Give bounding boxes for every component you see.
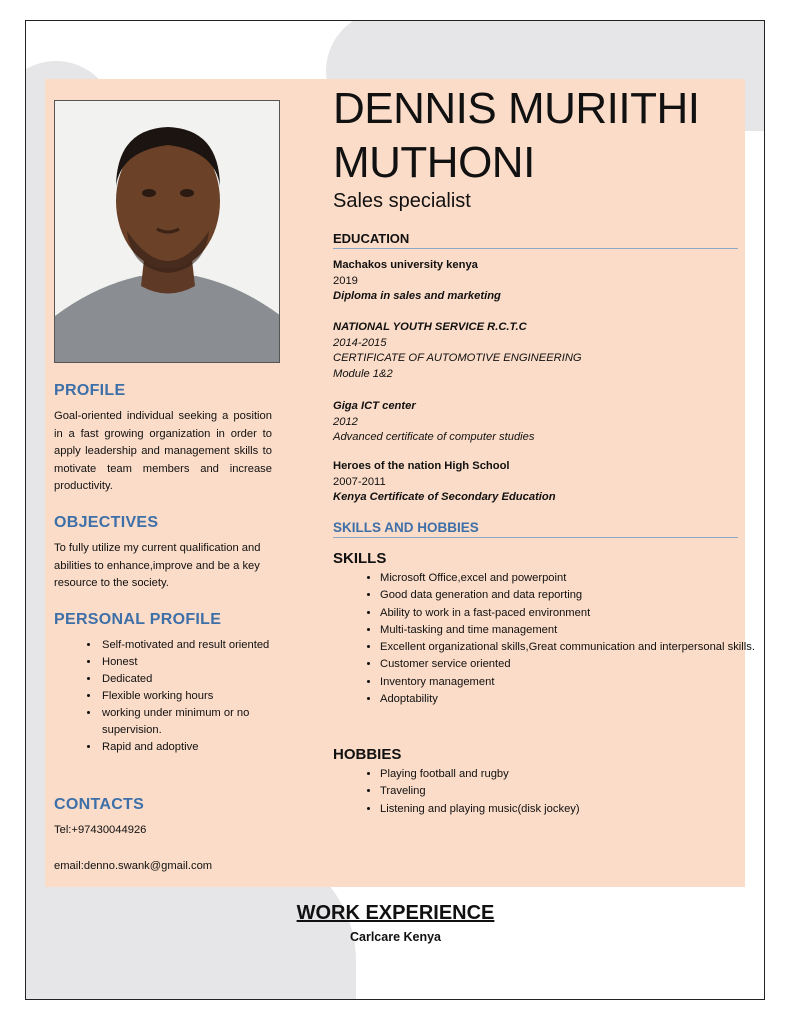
list-item: • Traveling bbox=[380, 783, 780, 800]
name-line-1: DENNIS MURIITHI bbox=[333, 84, 700, 133]
school-years: 2014-2015 bbox=[333, 336, 387, 349]
list-item: • Adoptability bbox=[380, 691, 780, 708]
objectives-heading: OBJECTIVES bbox=[54, 514, 159, 531]
education-entry bbox=[333, 320, 733, 382]
objectives-text: To fully utilize my current qualification and abilities to enhance,improve and be a key resource to the society. bbox=[54, 542, 261, 589]
contact-email[interactable]: email:denno.swank@gmail.com bbox=[54, 859, 213, 872]
school-name: NATIONAL YOUTH SERVICE R.C.T.C bbox=[333, 321, 527, 333]
skills-heading: SKILLS bbox=[333, 550, 387, 567]
list-item: • Rapid and adoptive bbox=[100, 739, 272, 756]
personal-profile-list bbox=[54, 637, 272, 756]
profile-heading: PROFILE bbox=[54, 382, 126, 399]
list-item: • Honest bbox=[100, 654, 272, 671]
list-item: • Playing football and rugby bbox=[380, 766, 780, 783]
skills-list bbox=[333, 570, 780, 708]
work-company: Carlcare Kenya bbox=[349, 930, 442, 944]
school-name: Heroes of the nation High School bbox=[333, 460, 510, 472]
objectives-section bbox=[54, 514, 272, 593]
skills-hobbies-heading: SKILLS AND HOBBIES bbox=[333, 520, 738, 538]
list-item: • Listening and playing music(disk jockey) bbox=[380, 801, 780, 818]
profile-section bbox=[54, 382, 272, 496]
list-item: • Multi-tasking and time management bbox=[380, 622, 780, 639]
school-years: 2019 bbox=[333, 274, 358, 287]
candidate-name bbox=[333, 82, 733, 190]
school-years: 2007-2011 bbox=[333, 475, 386, 488]
school-award: Kenya Certificate of Secondary Education bbox=[333, 491, 556, 503]
list-item: • Customer service oriented bbox=[380, 656, 780, 673]
list-item: • Good data generation and data reporting bbox=[380, 587, 780, 604]
hobbies-list bbox=[333, 766, 780, 818]
list-item: • Inventory management bbox=[380, 674, 780, 691]
list-item: • Flexible working hours bbox=[100, 688, 272, 705]
list-item: • Ability to work in a fast-paced environment bbox=[380, 605, 780, 622]
school-award: CERTIFICATE OF AUTOMOTIVE ENGINEERING bbox=[333, 352, 582, 364]
portrait-image bbox=[55, 101, 280, 363]
education-heading: EDUCATION bbox=[333, 231, 738, 249]
school-award: Advanced certificate of computer studies bbox=[333, 431, 535, 443]
school-award-extra: Module 1&2 bbox=[333, 367, 393, 380]
education-entry bbox=[333, 399, 733, 446]
job-title: Sales specialist bbox=[333, 190, 471, 212]
list-item: • Dedicated bbox=[100, 671, 272, 688]
contact-phone[interactable]: Tel:+97430044926 bbox=[54, 824, 147, 836]
list-item: • working under minimum or no supervision. bbox=[100, 705, 272, 739]
education-entry bbox=[333, 459, 733, 506]
school-name: Giga ICT center bbox=[333, 400, 416, 412]
personal-profile-heading: PERSONAL PROFILE bbox=[54, 611, 222, 628]
contacts-section bbox=[54, 796, 272, 875]
list-item: • Excellent organizational skills,Great communication and interpersonal skills. bbox=[380, 639, 780, 656]
list-item: • Self-motivated and result oriented bbox=[100, 637, 272, 654]
profile-text: Goal-oriented individual seeking a position in a fast growing organization in order to apply leadership and management skills to motivate team members and increase productivity. bbox=[54, 410, 272, 492]
school-years: 2012 bbox=[333, 415, 358, 428]
work-experience-heading: WORK EXPERIENCE bbox=[296, 902, 495, 924]
name-line-2: MUTHONI bbox=[333, 138, 535, 187]
school-award: Diploma in sales and marketing bbox=[333, 290, 501, 302]
education-entry bbox=[333, 258, 733, 305]
school-name: Machakos university kenya bbox=[333, 259, 478, 271]
personal-profile-section bbox=[54, 611, 272, 756]
contacts-heading: CONTACTS bbox=[54, 796, 145, 813]
profile-photo bbox=[54, 100, 280, 363]
list-item: • Microsoft Office,excel and powerpoint bbox=[380, 570, 780, 587]
hobbies-heading: HOBBIES bbox=[333, 746, 402, 763]
